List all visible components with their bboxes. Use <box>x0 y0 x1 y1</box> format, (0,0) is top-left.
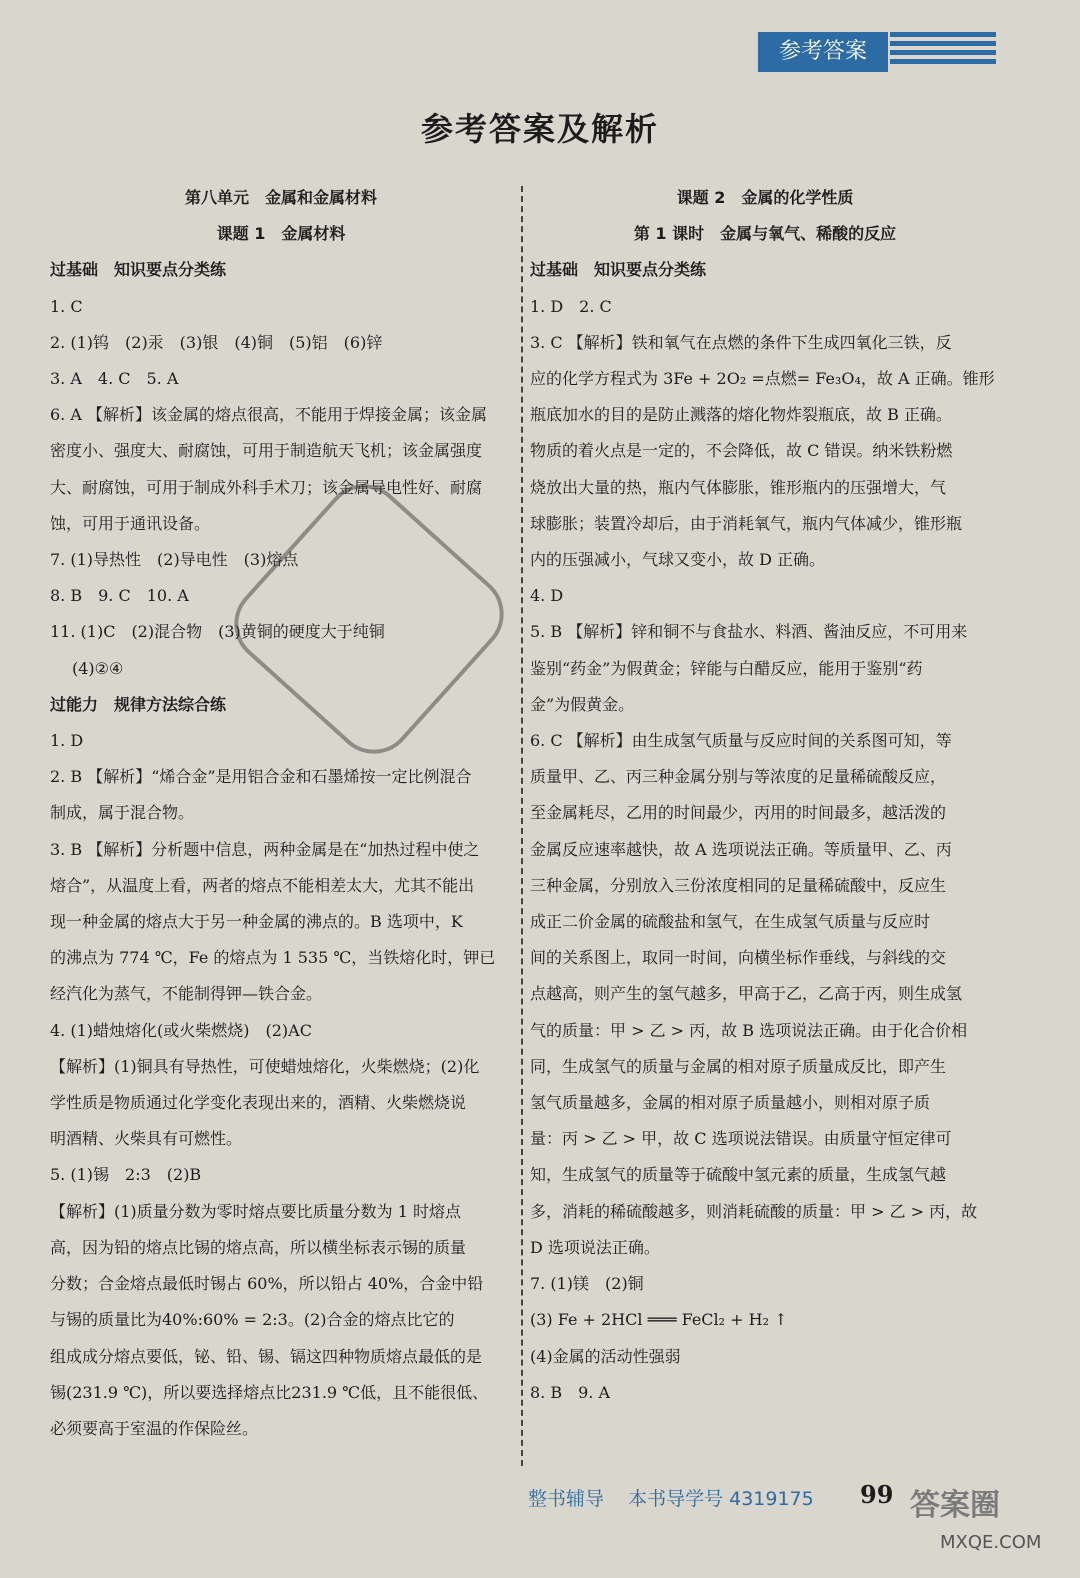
answer-line: 的沸点为 774 ℃，Fe 的熔点为 1 535 ℃，当铁熔化时，钾已 <box>50 948 496 968</box>
answer-line: 分数；合金熔点最低时锡占 60%，所以铅占 40%，合金中铅 <box>50 1274 484 1294</box>
answer-line: 8. B 9. A <box>530 1382 611 1402</box>
section-basic: 过基础 知识要点分类练 <box>50 260 227 280</box>
answer-line: 4. D <box>530 586 564 606</box>
tag-stripes <box>890 32 996 72</box>
answer-line: 鉴别“药金”为假黄金；锌能与白醋反应，能用于鉴别“药 <box>530 658 923 678</box>
answer-line: 明酒精、火柴具有可燃性。 <box>50 1129 243 1149</box>
column-divider <box>521 186 523 1466</box>
answer-line: 气的质量：甲 > 乙 > 丙，故 B 选项说法正确。由于化合价相 <box>530 1020 968 1040</box>
footer-label: 整书辅导 <box>528 1488 605 1510</box>
answer-line: 大、耐腐蚀，可用于制成外科手术刀；该金属导电性好、耐腐 <box>50 477 483 497</box>
answer-line: 3. A 4. C 5. A <box>50 369 179 389</box>
period-heading: 第 1 课时 金属与氧气、稀酸的反应 <box>633 224 897 244</box>
answer-line: 与锡的质量比为40%:60% = 2:3。(2)合金的熔点比它的 <box>50 1310 455 1330</box>
answer-line: 5. B 【解析】锌和铜不与食盐水、料酒、酱油反应，不可用来 <box>530 622 968 642</box>
answer-line: 7. (1)导热性 (2)导电性 (3)熔点 <box>50 550 299 570</box>
answer-line: 11. (1)C (2)混合物 (3)黄铜的硬度大于纯铜 <box>50 622 385 642</box>
answer-line: 至金属耗尽，乙用的时间最少，丙用的时间最多，越活泼的 <box>530 803 947 823</box>
answer-line: 组成成分熔点要低，铋、铅、锡、镉这四种物质熔点最低的是 <box>50 1346 483 1366</box>
right-column <box>530 180 1000 1411</box>
answer-line: 氢气质量越多，金属的相对原子质量越小，则相对原子质 <box>530 1093 931 1113</box>
answer-line: 3. C 【解析】铁和氧气在点燃的条件下生成四氧化三铁，反 <box>530 332 952 352</box>
answer-line: 间的关系图上，取同一时间，向横坐标作垂线，与斜线的交 <box>530 948 947 968</box>
answer-line: 必须要高于室温的作保险丝。 <box>50 1418 259 1438</box>
answer-line: 7. (1)镁 (2)铜 <box>530 1274 644 1294</box>
answer-line: 内的压强减小，气球又变小，故 D 正确。 <box>530 550 826 570</box>
page-title: 参考答案及解析 <box>420 110 659 148</box>
answer-line: 金属反应速率越快，故 A 选项说法正确。等质量甲、乙、丙 <box>530 839 952 859</box>
lesson-heading: 课题 2 金属的化学性质 <box>676 188 854 207</box>
answer-line: 制成，属于混合物。 <box>50 803 195 823</box>
answer-line: 瓶底加水的目的是防止溅落的熔化物炸裂瓶底，故 B 正确。 <box>530 405 952 425</box>
answer-line: 1. D 2. C <box>530 296 612 316</box>
answer-line: 金”为假黄金。 <box>530 694 635 714</box>
site-watermark-url: MXQE.COM <box>940 1532 1042 1553</box>
answer-line: 物质的着火点是一定的，不会降低，故 C 错误。纳米铁粉燃 <box>530 441 953 461</box>
page-footer <box>528 1484 832 1511</box>
answer-line: (4)②④ <box>72 658 124 678</box>
answer-line: 同，生成氢气的质量与金属的相对原子质量成反比，即产生 <box>530 1056 947 1076</box>
answer-line: 知，生成氢气的质量等于硫酸中氢元素的质量，生成氢气越 <box>530 1165 947 1185</box>
answer-line: 现一种金属的熔点大于另一种金属的沸点的。B 选项中，K <box>50 912 463 932</box>
answer-line: 1. C <box>50 296 83 316</box>
answer-line: 8. B 9. C 10. A <box>50 586 189 606</box>
answer-line: 1. D <box>50 731 84 751</box>
answer-line: (4)金属的活动性强弱 <box>530 1346 681 1366</box>
answer-line: 4. (1)蜡烛熔化(或火柴燃烧) (2)AC <box>50 1020 312 1040</box>
section-ability: 过能力 规律方法综合练 <box>50 694 227 714</box>
answer-line: 3. B 【解析】分析题中信息，两种金属是在“加热过程中使之 <box>50 839 480 859</box>
answer-line: 蚀，可用于通讯设备。 <box>50 513 211 533</box>
answer-line: 5. (1)锡 2:3 (2)B <box>50 1165 202 1185</box>
answer-line: 【解析】(1)铜具有导热性，可使蜡烛熔化，火柴燃烧；(2)化 <box>50 1056 480 1076</box>
answer-line: 多，消耗的稀硫酸越多，则消耗硫酸的质量：甲 > 乙 > 丙，故 <box>530 1201 978 1221</box>
answer-line: 球膨胀；装置冷却后，由于消耗氧气，瓶内气体减少，锥形瓶 <box>530 513 963 533</box>
answer-line: (3) Fe + 2HCl ═══ FeCl₂ + H₂ ↑ <box>530 1310 788 1330</box>
left-column <box>50 180 512 1447</box>
footer-code: 本书导学号 4319175 <box>628 1488 814 1510</box>
answer-line: D 选项说法正确。 <box>530 1237 660 1257</box>
answer-tag: 参考答案 <box>758 32 888 72</box>
answer-line: 高，因为铅的熔点比锡的熔点高，所以横坐标表示锡的质量 <box>50 1237 467 1257</box>
answer-line: 量：丙 > 乙 > 甲，故 C 选项说法错误。由质量守恒定律可 <box>530 1129 952 1149</box>
answer-line: 应的化学方程式为 3Fe + 2O₂ =点燃= Fe₃O₄，故 A 正确。锥形 <box>530 369 995 389</box>
page-number: 99 <box>860 1480 894 1509</box>
answer-line: 烧放出大量的热，瓶内气体膨胀，锥形瓶内的压强增大，气 <box>530 477 947 497</box>
answer-line: 6. A 【解析】该金属的熔点很高，不能用于焊接金属；该金属 <box>50 405 487 425</box>
answer-line: 学性质是物质通过化学变化表现出来的，酒精、火柴燃烧说 <box>50 1093 467 1113</box>
lesson-heading: 课题 1 金属材料 <box>216 224 346 244</box>
answer-line: 2. (1)钨 (2)汞 (3)银 (4)铜 (5)铝 (6)锌 <box>50 332 383 352</box>
answer-line: 2. B 【解析】“烯合金”是用铝合金和石墨烯按一定比例混合 <box>50 767 472 787</box>
answer-line: 熔合”，从温度上看，两者的熔点不能相差太大，尤其不能出 <box>50 875 475 895</box>
answer-line: 锡(231.9 ℃)，所以要选择熔点比231.9 ℃低，且不能很低、 <box>50 1382 489 1402</box>
answer-line: 密度小、强度大、耐腐蚀，可用于制造航天飞机；该金属强度 <box>50 441 483 461</box>
answer-line: 三种金属，分别放入三份浓度相同的足量稀硫酸中，反应生 <box>530 875 947 895</box>
answer-line: 【解析】(1)质量分数为零时熔点要比质量分数为 1 时熔点 <box>50 1201 462 1221</box>
answer-line: 成正二价金属的硫酸盐和氢气，在生成氢气质量与反应时 <box>530 912 931 932</box>
section-basic: 过基础 知识要点分类练 <box>530 260 707 280</box>
answer-line: 经汽化为蒸气，不能制得钾—铁合金。 <box>50 984 323 1004</box>
unit-heading: 第八单元 金属和金属材料 <box>184 188 377 207</box>
answer-line: 质量甲、乙、丙三种金属分别与等浓度的足量稀硫酸反应， <box>530 767 947 787</box>
answer-line: 6. C 【解析】由生成氢气质量与反应时间的关系图可知，等 <box>530 731 952 751</box>
answer-line: 点越高，则产生的氢气越多，甲高于乙，乙高于丙，则生成氢 <box>530 984 963 1004</box>
site-watermark: 答案圈 <box>910 1488 1000 1523</box>
